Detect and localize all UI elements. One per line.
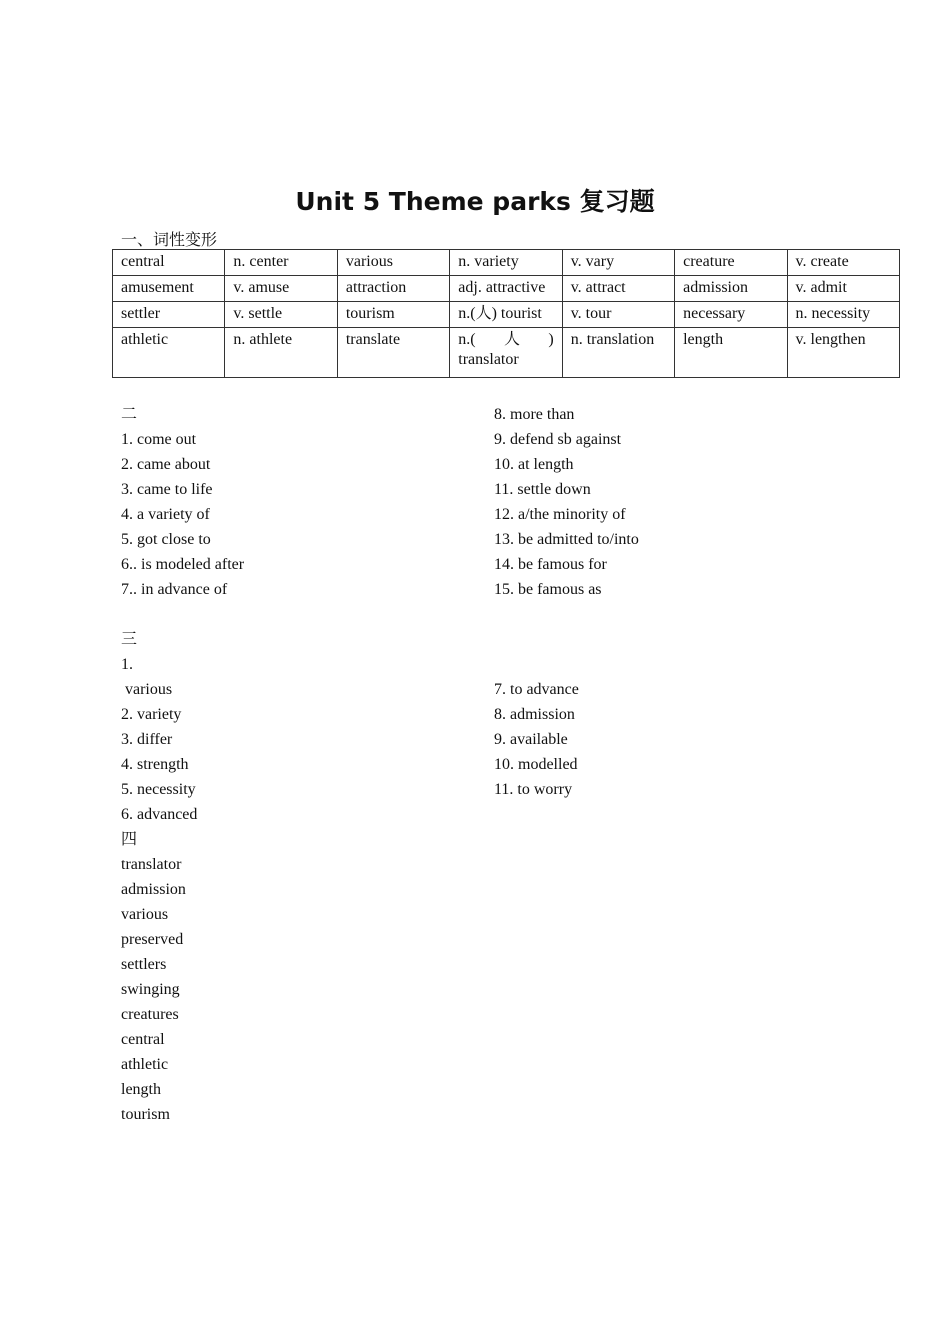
list-item: length xyxy=(121,1081,161,1098)
list-item: 1. come out xyxy=(121,431,197,448)
table-cell: v. amuse xyxy=(225,276,337,302)
table-cell: n. athlete xyxy=(225,328,337,378)
table-cell: adj. attractive xyxy=(450,276,562,302)
cell-part: n.( xyxy=(458,331,476,348)
list-item: translator xyxy=(121,856,182,873)
section4-heading: 四 xyxy=(121,831,138,848)
table-cell: central xyxy=(113,250,225,276)
list-item-number: 1. xyxy=(121,656,133,673)
table-row xyxy=(113,250,900,276)
list-item: 8. admission xyxy=(494,706,575,723)
table-cell: settler xyxy=(113,302,225,328)
list-item: various xyxy=(121,681,173,698)
list-item: 7. to advance xyxy=(494,681,579,698)
table-cell: v. admit xyxy=(787,276,899,302)
table-cell: v. settle xyxy=(225,302,337,328)
table-cell: tourism xyxy=(337,302,449,328)
list-item: 7.. in advance of xyxy=(121,581,228,598)
list-item: 9. defend sb against xyxy=(494,431,622,448)
list-item: 14. be famous for xyxy=(494,556,607,573)
list-item: 9. available xyxy=(494,731,568,748)
list-item: 11. to worry xyxy=(494,781,573,798)
list-item: 3. came to life xyxy=(121,481,213,498)
split-line xyxy=(458,330,553,350)
table-row xyxy=(113,302,900,328)
table-cell: translate xyxy=(337,328,449,378)
list-item: 11. settle down xyxy=(494,481,591,498)
list-item: admission xyxy=(121,881,186,898)
list-item: 13. be admitted to/into xyxy=(494,531,639,548)
table-cell: attraction xyxy=(337,276,449,302)
list-item: 3. differ xyxy=(121,731,173,748)
table-cell: admission xyxy=(675,276,787,302)
list-item: athletic xyxy=(121,1056,169,1073)
table-cell: various xyxy=(337,250,449,276)
list-item: 5. got close to xyxy=(121,531,211,548)
section3-heading: 三 xyxy=(121,631,138,648)
list-item: 6. advanced xyxy=(121,806,198,823)
table-cell: length xyxy=(675,328,787,378)
table-cell-translator xyxy=(450,328,562,378)
page-title: Unit 5 Theme parks 复习题 xyxy=(295,187,655,216)
table-row xyxy=(113,328,900,378)
table-cell: athletic xyxy=(113,328,225,378)
table-row xyxy=(113,276,900,302)
list-item: 4. strength xyxy=(121,756,189,773)
list-item: 10. at length xyxy=(494,456,574,473)
table-cell: v. lengthen xyxy=(787,328,899,378)
table-cell: v. vary xyxy=(562,250,674,276)
section2-heading: 二 xyxy=(121,406,138,423)
list-item: 5. necessity xyxy=(121,781,196,798)
list-item: 12. a/the minority of xyxy=(494,506,626,523)
section2-right-column xyxy=(494,402,639,602)
word-forms-table xyxy=(112,249,900,378)
section3-left-column xyxy=(121,627,197,1127)
list-item: central xyxy=(121,1031,165,1048)
table-cell: creature xyxy=(675,250,787,276)
cell-part: 人 xyxy=(503,331,520,348)
table-cell: amusement xyxy=(113,276,225,302)
list-item: swinging xyxy=(121,981,180,998)
table-cell: v. tour xyxy=(562,302,674,328)
table-cell: v. attract xyxy=(562,276,674,302)
table-cell: n. variety xyxy=(450,250,562,276)
list-item: preserved xyxy=(121,931,184,948)
section2-left-column xyxy=(121,402,244,602)
section3-right-column xyxy=(494,677,579,802)
section1-heading: 一、词性变形 xyxy=(121,232,218,249)
table-cell: v. create xyxy=(787,250,899,276)
table-cell: n.(人) tourist xyxy=(450,302,562,328)
list-item: tourism xyxy=(121,1106,170,1123)
table-cell: n. center xyxy=(225,250,337,276)
list-item: 2. came about xyxy=(121,456,211,473)
list-item: various xyxy=(121,906,169,923)
list-item: 2. variety xyxy=(121,706,182,723)
list-item: 15. be famous as xyxy=(494,581,602,598)
list-item: 10. modelled xyxy=(494,756,578,773)
list-item: 6.. is modeled after xyxy=(121,556,245,573)
list-item: 4. a variety of xyxy=(121,506,210,523)
table-cell: necessary xyxy=(675,302,787,328)
list-item: 8. more than xyxy=(494,406,575,423)
list-item: creatures xyxy=(121,1006,179,1023)
table-cell: n. translation xyxy=(562,328,674,378)
table-cell: n. necessity xyxy=(787,302,899,328)
cell-part: ) xyxy=(548,331,554,348)
list-item: settlers xyxy=(121,956,167,973)
cell-part: translator xyxy=(458,351,519,368)
